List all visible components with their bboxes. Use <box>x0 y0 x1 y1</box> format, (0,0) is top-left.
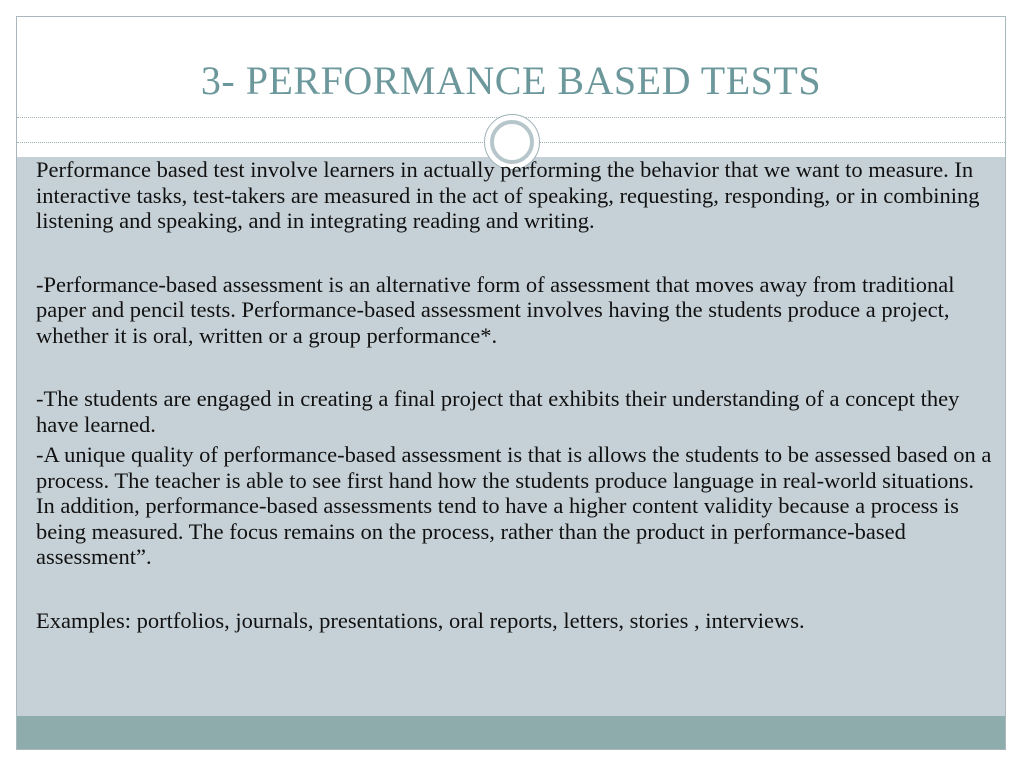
paragraph-alternative-form: -Performance-based assessment is an alternative form of assessment that moves away from traditional paper and pencil tests. Performance-based assessment involves having the students produce a project, whether it is oral, written or a group performance*. <box>36 271 955 348</box>
slide-title: 3- PERFORMANCE BASED TESTS <box>200 58 822 103</box>
paragraph-definition: Performance based test involve learners in actually performing the behavior that we want to measure. In interactive tasks, test-takers are measured in the act of speaking, requesting, responding, or in combining listening and speaking, and in integrating reading and writing. <box>36 157 980 233</box>
footer-bar <box>17 716 1005 749</box>
paragraph-unique-quality: -A unique quality of performance-based assessment is that is allows the students to be assessed based on a process. The teacher is able to see first hand how the students produce language in real-world situations. In addition, performance-based assessments tend to have a higher content validity because a process is being measured. The focus remains on the process, rather than the product in performance-based assessment”. <box>36 442 992 569</box>
paragraph-final-project: -The students are engaged in creating a final project that exhibits their understanding of a concept they have learned. <box>36 386 960 437</box>
paragraph-examples: Examples: portfolios, journals, presentations, oral reports, letters, stories , interviews. <box>36 607 805 633</box>
body-text <box>36 157 996 633</box>
